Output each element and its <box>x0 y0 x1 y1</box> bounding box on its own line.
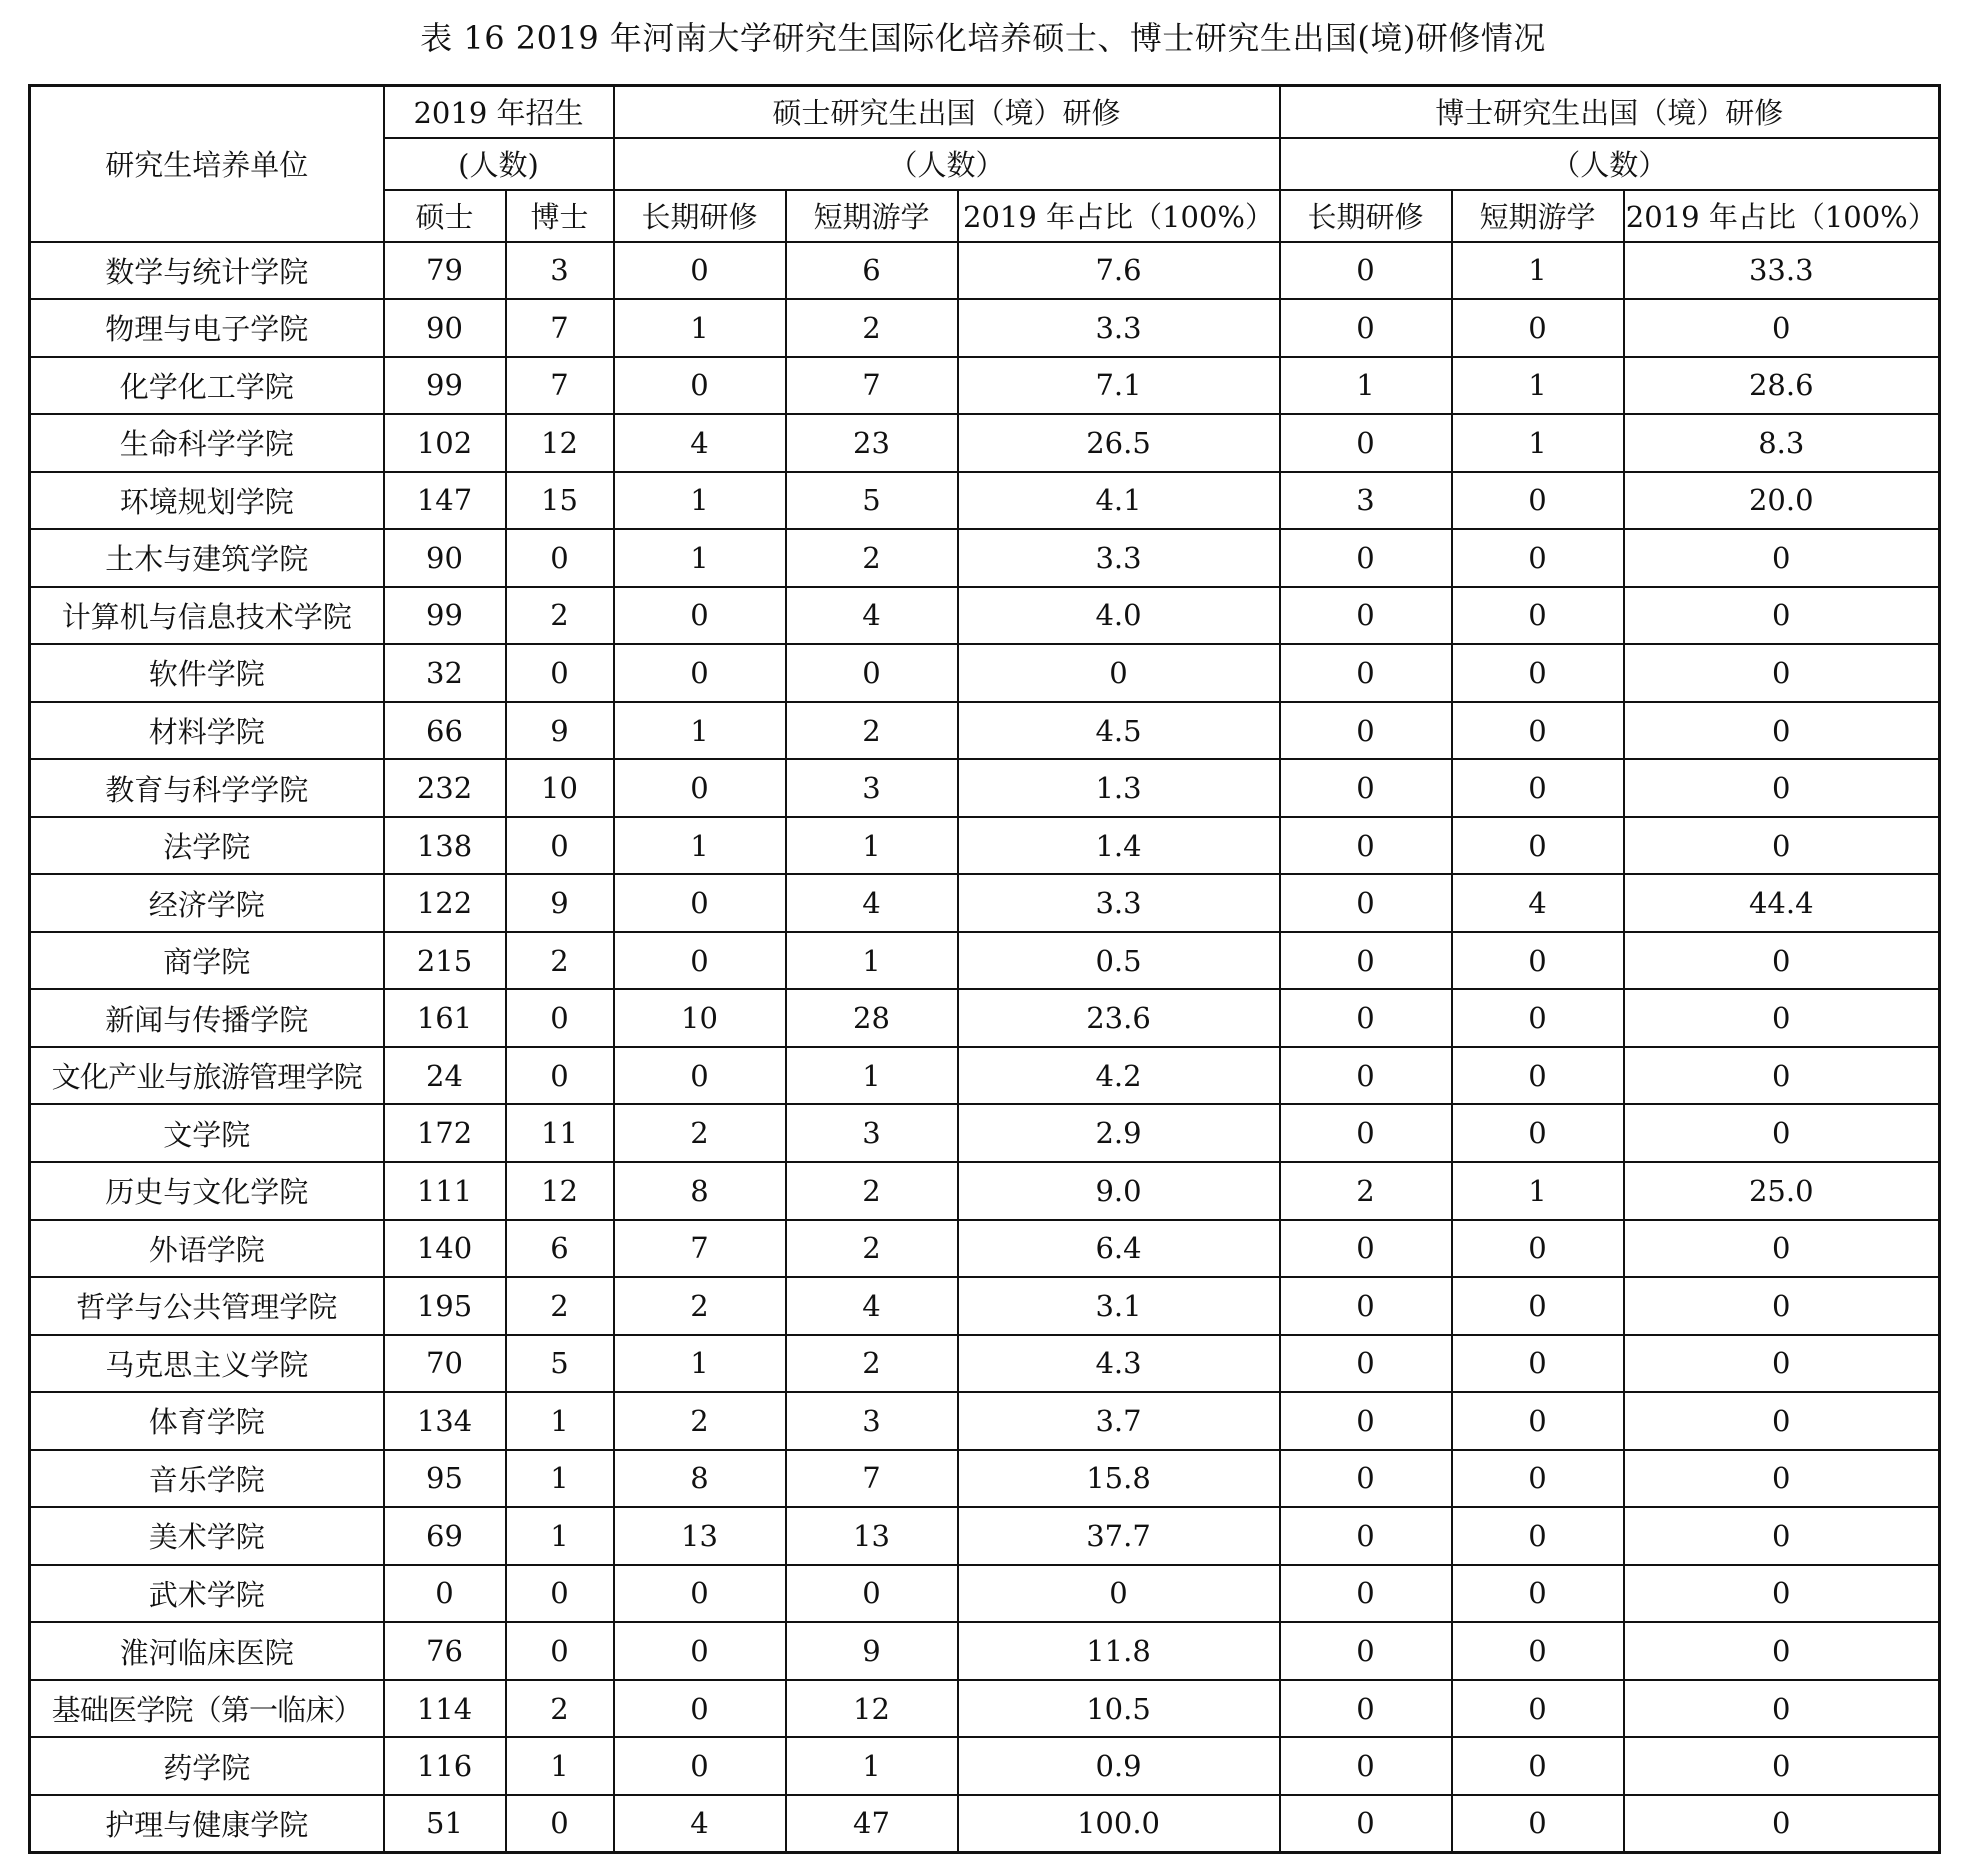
cell-doctor-short: 0 <box>1452 1392 1624 1450</box>
cell-master-ratio: 26.5 <box>958 414 1280 472</box>
cell-master-ratio: 4.5 <box>958 702 1280 760</box>
cell-doctor-ratio: 8.3 <box>1624 414 1940 472</box>
cell-master-short: 5 <box>786 472 958 530</box>
table-row <box>30 1622 1940 1680</box>
cell-enroll-doctor: 2 <box>506 1277 614 1335</box>
cell-doctor-ratio: 0 <box>1624 1622 1940 1680</box>
cell-enroll-doctor: 1 <box>506 1392 614 1450</box>
cell-doctor-short: 0 <box>1452 1565 1624 1623</box>
cell-doctor-ratio: 28.6 <box>1624 357 1940 415</box>
cell-master-ratio: 0 <box>958 644 1280 702</box>
cell-doctor-ratio: 0 <box>1624 1795 1940 1853</box>
cell-master-long: 1 <box>614 472 786 530</box>
table-row <box>30 989 1940 1047</box>
cell-master-short: 3 <box>786 1104 958 1162</box>
cell-enroll-master: 76 <box>384 1622 506 1680</box>
cell-enroll-doctor: 0 <box>506 1795 614 1853</box>
cell-doctor-ratio: 0 <box>1624 817 1940 875</box>
cell-doctor-ratio: 0 <box>1624 1450 1940 1508</box>
cell-master-ratio: 2.9 <box>958 1104 1280 1162</box>
table-row <box>30 817 1940 875</box>
cell-master-short: 12 <box>786 1680 958 1738</box>
cell-unit: 哲学与公共管理学院 <box>30 1277 384 1335</box>
cell-master-short: 2 <box>786 299 958 357</box>
cell-master-long: 13 <box>614 1507 786 1565</box>
cell-unit: 外语学院 <box>30 1220 384 1278</box>
header-master-group: 硕士研究生出国（境）研修 <box>614 86 1280 138</box>
cell-doctor-long: 0 <box>1280 587 1452 645</box>
cell-master-long: 0 <box>614 1565 786 1623</box>
cell-doctor-short: 0 <box>1452 1277 1624 1335</box>
cell-master-ratio: 3.3 <box>958 299 1280 357</box>
cell-enroll-master: 140 <box>384 1220 506 1278</box>
cell-unit: 马克思主义学院 <box>30 1335 384 1393</box>
cell-master-short: 4 <box>786 1277 958 1335</box>
cell-enroll-master: 195 <box>384 1277 506 1335</box>
cell-unit: 护理与健康学院 <box>30 1795 384 1853</box>
cell-unit: 数学与统计学院 <box>30 242 384 300</box>
cell-doctor-short: 0 <box>1452 702 1624 760</box>
cell-doctor-long: 3 <box>1280 472 1452 530</box>
cell-enroll-doctor: 12 <box>506 414 614 472</box>
header-col-d-ratio: 2019 年占比（100%） <box>1624 190 1940 242</box>
cell-enroll-doctor: 2 <box>506 932 614 990</box>
cell-master-long: 0 <box>614 1047 786 1105</box>
cell-doctor-long: 0 <box>1280 644 1452 702</box>
cell-enroll-master: 99 <box>384 357 506 415</box>
cell-doctor-short: 1 <box>1452 1162 1624 1220</box>
cell-enroll-doctor: 15 <box>506 472 614 530</box>
cell-enroll-doctor: 3 <box>506 242 614 300</box>
cell-enroll-doctor: 0 <box>506 1047 614 1105</box>
table-row <box>30 702 1940 760</box>
cell-enroll-doctor: 7 <box>506 357 614 415</box>
cell-enroll-master: 138 <box>384 817 506 875</box>
cell-enroll-doctor: 6 <box>506 1220 614 1278</box>
cell-doctor-ratio: 0 <box>1624 1565 1940 1623</box>
cell-master-short: 4 <box>786 587 958 645</box>
cell-doctor-long: 0 <box>1280 1565 1452 1623</box>
cell-unit: 经济学院 <box>30 874 384 932</box>
cell-master-short: 23 <box>786 414 958 472</box>
table-title: 表 16 2019 年河南大学研究生国际化培养硕士、博士研究生出国(境)研修情况 <box>420 19 1546 57</box>
cell-doctor-short: 0 <box>1452 529 1624 587</box>
cell-doctor-long: 0 <box>1280 1392 1452 1450</box>
cell-master-long: 0 <box>614 759 786 817</box>
cell-enroll-doctor: 2 <box>506 587 614 645</box>
cell-doctor-long: 0 <box>1280 242 1452 300</box>
table-row <box>30 1220 1940 1278</box>
cell-unit: 软件学院 <box>30 644 384 702</box>
table-body <box>30 242 1940 1853</box>
cell-master-short: 1 <box>786 1737 958 1795</box>
cell-master-short: 1 <box>786 817 958 875</box>
table-row <box>30 1047 1940 1105</box>
cell-enroll-doctor: 2 <box>506 1680 614 1738</box>
cell-doctor-long: 0 <box>1280 1507 1452 1565</box>
cell-master-short: 0 <box>786 644 958 702</box>
cell-master-ratio: 4.1 <box>958 472 1280 530</box>
cell-doctor-ratio: 0 <box>1624 989 1940 1047</box>
cell-unit: 法学院 <box>30 817 384 875</box>
cell-master-long: 0 <box>614 1680 786 1738</box>
table-row <box>30 529 1940 587</box>
cell-enroll-master: 102 <box>384 414 506 472</box>
cell-doctor-short: 0 <box>1452 587 1624 645</box>
cell-master-short: 2 <box>786 702 958 760</box>
cell-doctor-short: 1 <box>1452 357 1624 415</box>
table-row <box>30 414 1940 472</box>
cell-enroll-doctor: 0 <box>506 644 614 702</box>
cell-doctor-ratio: 0 <box>1624 1737 1940 1795</box>
cell-doctor-long: 0 <box>1280 1104 1452 1162</box>
cell-master-ratio: 7.1 <box>958 357 1280 415</box>
cell-master-long: 0 <box>614 1737 786 1795</box>
cell-doctor-long: 0 <box>1280 1047 1452 1105</box>
cell-master-short: 13 <box>786 1507 958 1565</box>
cell-enroll-doctor: 0 <box>506 989 614 1047</box>
cell-master-short: 2 <box>786 1335 958 1393</box>
cell-master-ratio: 6.4 <box>958 1220 1280 1278</box>
cell-enroll-master: 69 <box>384 1507 506 1565</box>
cell-doctor-long: 2 <box>1280 1162 1452 1220</box>
table-row <box>30 1162 1940 1220</box>
cell-master-ratio: 0.5 <box>958 932 1280 990</box>
cell-doctor-short: 0 <box>1452 932 1624 990</box>
cell-unit: 淮河临床医院 <box>30 1622 384 1680</box>
cell-doctor-long: 0 <box>1280 989 1452 1047</box>
cell-master-short: 1 <box>786 1047 958 1105</box>
cell-enroll-master: 95 <box>384 1450 506 1508</box>
header-doctor-group: 博士研究生出国（境）研修 <box>1280 86 1940 138</box>
cell-master-long: 0 <box>614 357 786 415</box>
cell-doctor-ratio: 0 <box>1624 1335 1940 1393</box>
cell-doctor-ratio: 0 <box>1624 1277 1940 1335</box>
cell-enroll-doctor: 1 <box>506 1450 614 1508</box>
cell-master-long: 1 <box>614 702 786 760</box>
cell-doctor-ratio: 0 <box>1624 1392 1940 1450</box>
table-row <box>30 357 1940 415</box>
cell-master-long: 4 <box>614 414 786 472</box>
cell-master-ratio: 1.4 <box>958 817 1280 875</box>
cell-doctor-long: 0 <box>1280 1795 1452 1853</box>
table-row <box>30 587 1940 645</box>
cell-doctor-ratio: 0 <box>1624 1220 1940 1278</box>
cell-master-long: 1 <box>614 817 786 875</box>
table-row <box>30 1392 1940 1450</box>
cell-master-ratio: 23.6 <box>958 989 1280 1047</box>
cell-enroll-master: 116 <box>384 1737 506 1795</box>
header-doctor-unit: （人数） <box>1280 138 1940 190</box>
cell-doctor-long: 0 <box>1280 1220 1452 1278</box>
cell-master-long: 0 <box>614 587 786 645</box>
cell-master-ratio: 4.2 <box>958 1047 1280 1105</box>
cell-doctor-short: 0 <box>1452 299 1624 357</box>
cell-doctor-short: 0 <box>1452 472 1624 530</box>
cell-master-ratio: 7.6 <box>958 242 1280 300</box>
cell-unit: 体育学院 <box>30 1392 384 1450</box>
cell-master-short: 3 <box>786 759 958 817</box>
cell-unit: 药学院 <box>30 1737 384 1795</box>
cell-doctor-long: 0 <box>1280 1277 1452 1335</box>
cell-enroll-master: 24 <box>384 1047 506 1105</box>
cell-unit: 美术学院 <box>30 1507 384 1565</box>
cell-master-short: 0 <box>786 1565 958 1623</box>
cell-unit: 文化产业与旅游管理学院 <box>30 1047 384 1105</box>
cell-unit: 环境规划学院 <box>30 472 384 530</box>
cell-doctor-short: 0 <box>1452 1450 1624 1508</box>
cell-doctor-short: 0 <box>1452 1622 1624 1680</box>
header-col-doctor: 博士 <box>506 190 614 242</box>
cell-master-long: 2 <box>614 1392 786 1450</box>
cell-master-ratio: 4.3 <box>958 1335 1280 1393</box>
cell-doctor-long: 0 <box>1280 529 1452 587</box>
cell-doctor-long: 0 <box>1280 414 1452 472</box>
cell-enroll-master: 90 <box>384 529 506 587</box>
cell-doctor-short: 0 <box>1452 1104 1624 1162</box>
cell-unit: 材料学院 <box>30 702 384 760</box>
cell-unit: 土木与建筑学院 <box>30 529 384 587</box>
header-col-m-ratio: 2019 年占比（100%） <box>958 190 1280 242</box>
cell-doctor-long: 0 <box>1280 1680 1452 1738</box>
cell-enroll-master: 134 <box>384 1392 506 1450</box>
cell-unit: 历史与文化学院 <box>30 1162 384 1220</box>
cell-doctor-short: 0 <box>1452 1795 1624 1853</box>
cell-master-ratio: 4.0 <box>958 587 1280 645</box>
cell-enroll-doctor: 7 <box>506 299 614 357</box>
cell-enroll-doctor: 10 <box>506 759 614 817</box>
cell-doctor-long: 0 <box>1280 299 1452 357</box>
table-row <box>30 1565 1940 1623</box>
cell-master-ratio: 10.5 <box>958 1680 1280 1738</box>
cell-doctor-long: 0 <box>1280 1450 1452 1508</box>
cell-master-short: 7 <box>786 1450 958 1508</box>
cell-master-long: 0 <box>614 874 786 932</box>
cell-enroll-doctor: 0 <box>506 1565 614 1623</box>
cell-enroll-doctor: 0 <box>506 1622 614 1680</box>
cell-master-long: 0 <box>614 1622 786 1680</box>
cell-enroll-master: 215 <box>384 932 506 990</box>
cell-doctor-ratio: 33.3 <box>1624 242 1940 300</box>
table-row <box>30 1335 1940 1393</box>
header-col-m-long: 长期研修 <box>614 190 786 242</box>
cell-master-long: 8 <box>614 1162 786 1220</box>
cell-master-short: 2 <box>786 529 958 587</box>
cell-doctor-short: 1 <box>1452 242 1624 300</box>
cell-master-ratio: 9.0 <box>958 1162 1280 1220</box>
cell-enroll-master: 172 <box>384 1104 506 1162</box>
cell-master-ratio: 11.8 <box>958 1622 1280 1680</box>
cell-enroll-doctor: 1 <box>506 1507 614 1565</box>
cell-enroll-doctor: 9 <box>506 702 614 760</box>
cell-enroll-doctor: 0 <box>506 817 614 875</box>
cell-enroll-master: 79 <box>384 242 506 300</box>
cell-doctor-ratio: 0 <box>1624 1047 1940 1105</box>
cell-doctor-ratio: 0 <box>1624 529 1940 587</box>
cell-master-short: 9 <box>786 1622 958 1680</box>
cell-doctor-ratio: 0 <box>1624 759 1940 817</box>
cell-doctor-short: 0 <box>1452 1737 1624 1795</box>
cell-doctor-long: 0 <box>1280 702 1452 760</box>
cell-doctor-long: 0 <box>1280 1335 1452 1393</box>
cell-doctor-short: 4 <box>1452 874 1624 932</box>
cell-unit: 新闻与传播学院 <box>30 989 384 1047</box>
header-unit: 研究生培养单位 <box>30 86 384 242</box>
cell-enroll-master: 161 <box>384 989 506 1047</box>
cell-enroll-master: 232 <box>384 759 506 817</box>
cell-enroll-master: 51 <box>384 1795 506 1853</box>
cell-doctor-short: 0 <box>1452 989 1624 1047</box>
cell-doctor-short: 0 <box>1452 817 1624 875</box>
cell-master-long: 0 <box>614 644 786 702</box>
cell-master-ratio: 15.8 <box>958 1450 1280 1508</box>
cell-master-long: 8 <box>614 1450 786 1508</box>
cell-unit: 物理与电子学院 <box>30 299 384 357</box>
table-row <box>30 1104 1940 1162</box>
cell-master-ratio: 0.9 <box>958 1737 1280 1795</box>
cell-master-long: 2 <box>614 1104 786 1162</box>
table-row <box>30 1680 1940 1738</box>
cell-enroll-doctor: 9 <box>506 874 614 932</box>
cell-enroll-master: 111 <box>384 1162 506 1220</box>
cell-doctor-ratio: 0 <box>1624 1104 1940 1162</box>
table-row <box>30 242 1940 300</box>
cell-doctor-short: 0 <box>1452 644 1624 702</box>
table-row <box>30 874 1940 932</box>
cell-doctor-long: 0 <box>1280 817 1452 875</box>
cell-master-long: 0 <box>614 932 786 990</box>
cell-unit: 基础医学院（第一临床） <box>30 1680 384 1738</box>
table-row <box>30 1795 1940 1853</box>
table-row <box>30 1450 1940 1508</box>
cell-master-ratio: 0 <box>958 1565 1280 1623</box>
cell-master-long: 0 <box>614 242 786 300</box>
cell-master-ratio: 3.1 <box>958 1277 1280 1335</box>
cell-unit: 生命科学学院 <box>30 414 384 472</box>
cell-enroll-doctor: 0 <box>506 529 614 587</box>
cell-doctor-short: 0 <box>1452 1507 1624 1565</box>
cell-unit: 武术学院 <box>30 1565 384 1623</box>
cell-doctor-long: 0 <box>1280 932 1452 990</box>
cell-master-short: 6 <box>786 242 958 300</box>
cell-unit: 教育与科学学院 <box>30 759 384 817</box>
cell-enroll-master: 147 <box>384 472 506 530</box>
cell-master-ratio: 100.0 <box>958 1795 1280 1853</box>
cell-enroll-master: 90 <box>384 299 506 357</box>
table-row <box>30 472 1940 530</box>
table-row <box>30 1507 1940 1565</box>
cell-doctor-long: 0 <box>1280 1622 1452 1680</box>
cell-enroll-master: 0 <box>384 1565 506 1623</box>
cell-enroll-master: 70 <box>384 1335 506 1393</box>
cell-master-long: 1 <box>614 529 786 587</box>
header-col-d-short: 短期游学 <box>1452 190 1624 242</box>
table-row <box>30 1277 1940 1335</box>
cell-doctor-short: 0 <box>1452 1220 1624 1278</box>
cell-master-ratio: 3.7 <box>958 1392 1280 1450</box>
cell-master-short: 4 <box>786 874 958 932</box>
cell-master-short: 2 <box>786 1162 958 1220</box>
header-col-d-long: 长期研修 <box>1280 190 1452 242</box>
cell-master-long: 10 <box>614 989 786 1047</box>
table-header <box>30 86 1940 242</box>
header-enroll-group: 2019 年招生 <box>384 86 614 138</box>
cell-unit: 计算机与信息技术学院 <box>30 587 384 645</box>
cell-master-short: 47 <box>786 1795 958 1853</box>
table-row <box>30 299 1940 357</box>
cell-doctor-short: 0 <box>1452 1680 1624 1738</box>
cell-doctor-short: 0 <box>1452 1335 1624 1393</box>
cell-enroll-master: 32 <box>384 644 506 702</box>
cell-enroll-doctor: 1 <box>506 1737 614 1795</box>
cell-master-long: 4 <box>614 1795 786 1853</box>
cell-unit: 文学院 <box>30 1104 384 1162</box>
cell-master-long: 7 <box>614 1220 786 1278</box>
cell-enroll-master: 122 <box>384 874 506 932</box>
cell-doctor-ratio: 0 <box>1624 1680 1940 1738</box>
cell-master-ratio: 3.3 <box>958 874 1280 932</box>
cell-master-short: 2 <box>786 1220 958 1278</box>
cell-doctor-ratio: 0 <box>1624 932 1940 990</box>
cell-doctor-short: 1 <box>1452 414 1624 472</box>
cell-enroll-doctor: 12 <box>506 1162 614 1220</box>
cell-master-short: 7 <box>786 357 958 415</box>
cell-unit: 化学化工学院 <box>30 357 384 415</box>
header-master-unit: （人数） <box>614 138 1280 190</box>
cell-enroll-master: 114 <box>384 1680 506 1738</box>
cell-master-long: 2 <box>614 1277 786 1335</box>
cell-doctor-ratio: 44.4 <box>1624 874 1940 932</box>
cell-doctor-short: 0 <box>1452 759 1624 817</box>
table-row <box>30 759 1940 817</box>
cell-doctor-long: 1 <box>1280 357 1452 415</box>
cell-doctor-ratio: 0 <box>1624 1507 1940 1565</box>
cell-doctor-short: 0 <box>1452 1047 1624 1105</box>
cell-master-short: 3 <box>786 1392 958 1450</box>
cell-master-ratio: 3.3 <box>958 529 1280 587</box>
cell-enroll-master: 99 <box>384 587 506 645</box>
cell-master-long: 1 <box>614 1335 786 1393</box>
table-row <box>30 932 1940 990</box>
cell-doctor-ratio: 0 <box>1624 702 1940 760</box>
cell-master-short: 28 <box>786 989 958 1047</box>
cell-doctor-long: 0 <box>1280 1737 1452 1795</box>
cell-master-ratio: 1.3 <box>958 759 1280 817</box>
header-col-m-short: 短期游学 <box>786 190 958 242</box>
cell-master-short: 1 <box>786 932 958 990</box>
cell-master-long: 1 <box>614 299 786 357</box>
cell-enroll-master: 66 <box>384 702 506 760</box>
cell-enroll-doctor: 5 <box>506 1335 614 1393</box>
cell-doctor-ratio: 20.0 <box>1624 472 1940 530</box>
cell-doctor-ratio: 0 <box>1624 644 1940 702</box>
cell-doctor-ratio: 0 <box>1624 587 1940 645</box>
cell-master-ratio: 37.7 <box>958 1507 1280 1565</box>
data-table <box>28 84 1941 1854</box>
cell-doctor-ratio: 25.0 <box>1624 1162 1940 1220</box>
cell-doctor-long: 0 <box>1280 874 1452 932</box>
cell-doctor-long: 0 <box>1280 759 1452 817</box>
cell-unit: 商学院 <box>30 932 384 990</box>
cell-enroll-doctor: 11 <box>506 1104 614 1162</box>
header-enroll-unit: (人数) <box>384 138 614 190</box>
table-row <box>30 1737 1940 1795</box>
header-col-master: 硕士 <box>384 190 506 242</box>
cell-unit: 音乐学院 <box>30 1450 384 1508</box>
table-row <box>30 644 1940 702</box>
cell-doctor-ratio: 0 <box>1624 299 1940 357</box>
